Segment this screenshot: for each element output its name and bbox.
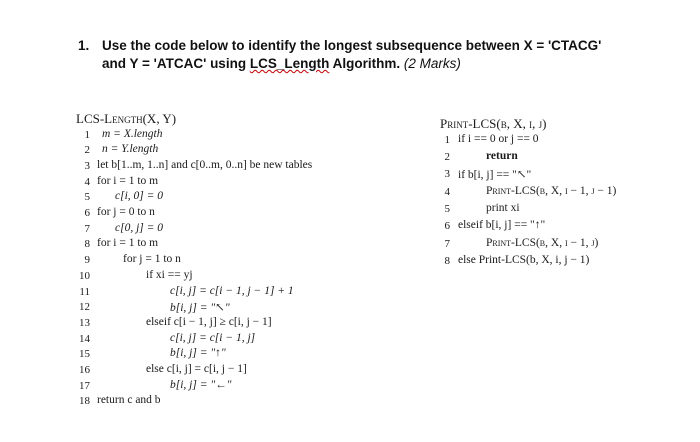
marks-label: (2 Marks)	[403, 56, 461, 71]
line-number: 15	[79, 348, 90, 360]
question-text-line-2	[102, 56, 461, 71]
code-line: return	[486, 150, 518, 162]
line-number: 1	[84, 129, 90, 141]
code-line: Print-LCS(b, X, i − 1, j)	[486, 237, 599, 249]
line-number: 16	[79, 364, 90, 376]
line-number: 5	[444, 203, 450, 215]
line-number: 4	[444, 186, 450, 198]
code-line: Print-LCS(b, X, i − 1, j − 1)	[486, 185, 617, 197]
line-number: 5	[84, 191, 90, 203]
code-line: c[i, 0] = 0	[115, 190, 164, 202]
line-number: 13	[79, 317, 90, 329]
code-line: return c and b	[97, 394, 161, 406]
line-number: 4	[84, 176, 90, 188]
code-line: c[i, j] = c[i − 1, j − 1] + 1	[170, 285, 294, 297]
line-number: 6	[444, 220, 450, 232]
question-line2-suffix: Algorithm.	[329, 56, 404, 71]
code-line: else Print-LCS(b, X, i, j − 1)	[458, 254, 590, 266]
code-line: b[i, j] = "←"	[170, 379, 232, 391]
line-number: 8	[444, 255, 450, 267]
code-line: c[0, j] = 0	[115, 222, 164, 234]
question-text-line-1: Use the code below to identify the longest subsequence between X = 'CTACG'	[102, 38, 602, 53]
line-number: 3	[444, 168, 450, 180]
line-number: 8	[84, 238, 90, 250]
code-line: for j = 1 to n	[123, 253, 181, 265]
code-line: else c[i, j] = c[i, j − 1]	[146, 363, 247, 375]
line-number: 12	[79, 301, 90, 313]
line-number: 7	[84, 223, 90, 235]
code-line: if b[i, j] == "↖"	[458, 169, 532, 181]
line-number: 3	[84, 160, 90, 172]
line-number: 7	[444, 238, 450, 250]
lcs-length-title: LCS-Length(X, Y)	[76, 111, 177, 126]
line-number: 17	[79, 380, 90, 392]
code-line: elseif b[i, j] == "↑"	[458, 219, 546, 231]
line-number: 9	[84, 254, 90, 266]
line-number: 14	[79, 333, 90, 345]
line-number: 6	[84, 207, 90, 219]
line-number: 10	[79, 270, 90, 282]
code-line: for i = 1 to m	[97, 237, 159, 249]
code-line: n = Y.length	[102, 143, 159, 155]
lcs-length-term: LCS_Length	[249, 56, 330, 71]
code-line: elseif c[i − 1, j] ≥ c[i, j − 1]	[146, 316, 272, 328]
line-number: 2	[444, 151, 450, 163]
question-line2-prefix: and Y = 'ATCAC' using	[102, 56, 250, 71]
code-line: for j = 0 to n	[97, 206, 155, 218]
code-line: c[i, j] = c[i − 1, j]	[170, 332, 256, 344]
code-line: b[i, j] = "↖"	[170, 302, 230, 314]
line-number: 11	[79, 286, 90, 298]
line-number: 1	[444, 134, 450, 146]
code-line: for i = 1 to m	[97, 175, 159, 187]
code-line: let b[1..m, 1..n] and c[0..m, 0..n] be new tables	[97, 159, 313, 171]
code-line: print xi	[486, 202, 520, 214]
line-number: 18	[79, 395, 90, 407]
print-lcs-title: Print-LCS(b, X, i, j)	[440, 116, 547, 131]
code-line: if xi == yj	[146, 269, 193, 281]
code-line: if i == 0 or j == 0	[458, 133, 539, 145]
code-line: m = X.length	[102, 128, 163, 140]
question-number: 1.	[78, 38, 90, 53]
code-line: b[i, j] = "↑"	[170, 347, 226, 359]
line-number: 2	[84, 144, 90, 156]
